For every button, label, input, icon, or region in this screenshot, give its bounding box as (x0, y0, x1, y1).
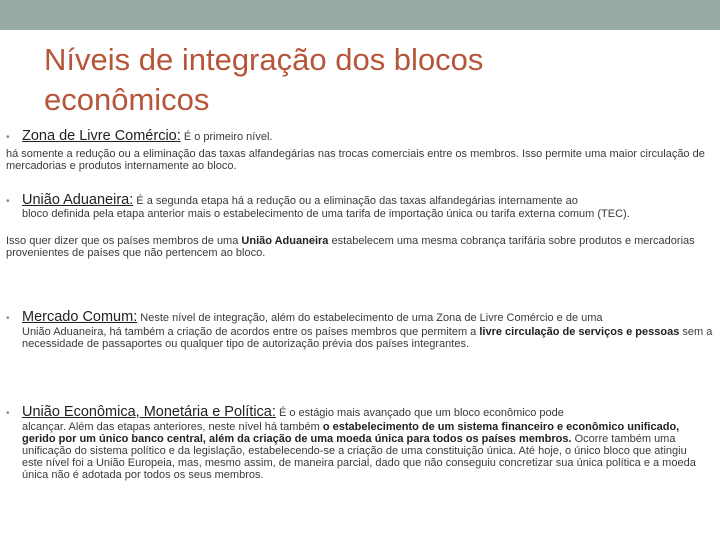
text-run: estabelecem uma mesma cobrança tarifária sobre produtos e mercadorias provenientes de países que não pertencem ao bloco. (6, 235, 695, 259)
text-run: sem a necessidade de passaportes ou qualquer tipo de autorização prévia dos países integrantes. (22, 326, 713, 350)
bold-text: o estabelecimento de um sistema financeiro e econômico unificado, gerido por um único banco central, além da criação de uma moeda única para todos os países membros. (22, 421, 680, 445)
section-heading: União Econômica, Monetária e Política: (22, 404, 276, 420)
bold-text: livre circulação de serviços e pessoas (479, 326, 680, 338)
title-line-1: Níveis de integração dos blocos (44, 42, 484, 77)
text-run: União Aduaneira, há também a criação de acordos entre os países membros que permitem a (22, 326, 480, 338)
section-lead: É o primeiro nível. (180, 131, 273, 143)
section-continuation (22, 326, 716, 350)
section-paragraph (6, 235, 706, 259)
section-heading: Zona de Livre Comércio: (22, 128, 181, 144)
title-line-2: econômicos (44, 82, 210, 117)
bullet-icon: • (6, 313, 10, 324)
text-run: alcançar. Além das etapas anteriores, neste nível há também (22, 421, 323, 433)
section-body: há somente a redução ou a eliminação das taxas alfandegárias nas trocas comerciais entre os membros. Isso permite uma maior circulação de mercadorias e produtos internamente ao bloco. (6, 148, 705, 172)
section-continuation (22, 421, 702, 481)
section-lead: É a segunda etapa há a redução ou a eliminação das taxas alfandegárias internamente ao (133, 195, 578, 207)
section-mercado-comum (6, 310, 603, 326)
section-lead: Neste nível de integração, além do estabelecimento de uma Zona de Livre Comércio e de uma (137, 312, 603, 324)
text-run: Ocorre também uma unificação do sistema político e da legislação, estabelecendo-se a criação de uma constituição única. Até hoje, o único bloco que atingiu este nível foi a União Europeia, mas, mesmo assim, de maneira parcial, dado que não conseguiu concretizar sua única política e a moeda única não é adotada por todos os seus membros. (22, 433, 696, 481)
text-run: Isso quer dizer que os países membros de uma (6, 235, 242, 247)
section-heading: Mercado Comum: (22, 309, 138, 325)
section-lead: É o estágio mais avançado que um bloco econômico pode (275, 407, 564, 419)
section-uniao-economica (6, 405, 564, 421)
section-continuation: bloco definida pela etapa anterior mais o estabelecimento de uma tarifa de importação única ou tarifa externa comum (TEC). (22, 208, 630, 220)
bullet-icon: • (6, 196, 10, 207)
bold-text: União Aduaneira (241, 235, 329, 247)
top-color-band (0, 0, 720, 30)
section-uniao-aduaneira (6, 193, 578, 209)
section-heading: União Aduaneira: (22, 192, 134, 208)
bullet-icon: • (6, 132, 10, 143)
section-zona-livre-comercio (6, 129, 272, 145)
bullet-icon: • (6, 408, 10, 419)
slide-title (44, 40, 684, 120)
